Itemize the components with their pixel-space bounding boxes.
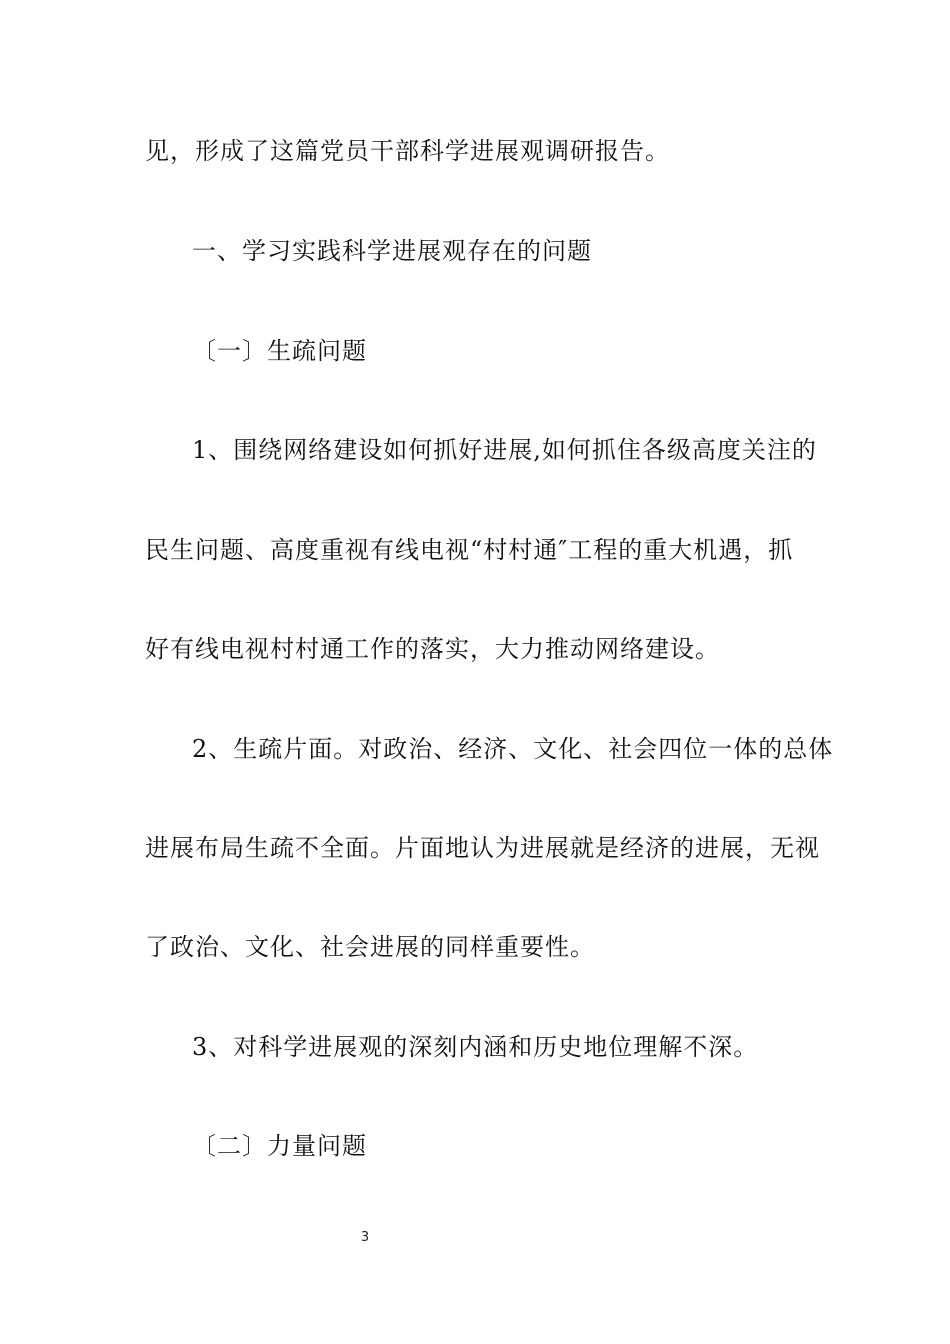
paragraph-line: 了政治、文化、社会进展的同样重要性。 bbox=[145, 933, 595, 961]
paragraph-line: 2、生疏片面。对政治、经济、文化、社会四位一体的总体 bbox=[192, 735, 834, 763]
paragraph-line: 见，形成了这篇党员干部科学进展观调研报告。 bbox=[145, 137, 670, 165]
subsection-heading: 〔一〕生疏问题 bbox=[192, 337, 367, 365]
subsection-heading: 〔二〕力量问题 bbox=[192, 1132, 367, 1160]
paragraph-line: 3、对科学进展观的深刻内涵和历史地位理解不深。 bbox=[192, 1033, 759, 1061]
paragraph-line: 好有线电视村村通工作的落实，大力推动网络建设。 bbox=[145, 635, 720, 663]
paragraph-line: 民生问题、高度重视有线电视“村村通″工程的重大机遇，抓 bbox=[145, 536, 794, 564]
paragraph-line: 1、围绕网络建设如何抓好进展,如何抓住各级高度关注的 bbox=[192, 436, 817, 464]
section-heading: 一、学习实践科学进展观存在的问题 bbox=[192, 237, 592, 265]
page-number: 3 bbox=[360, 1230, 370, 1245]
paragraph-line: 进展布局生疏不全面。片面地认为进展就是经济的进展，无视 bbox=[145, 834, 820, 862]
